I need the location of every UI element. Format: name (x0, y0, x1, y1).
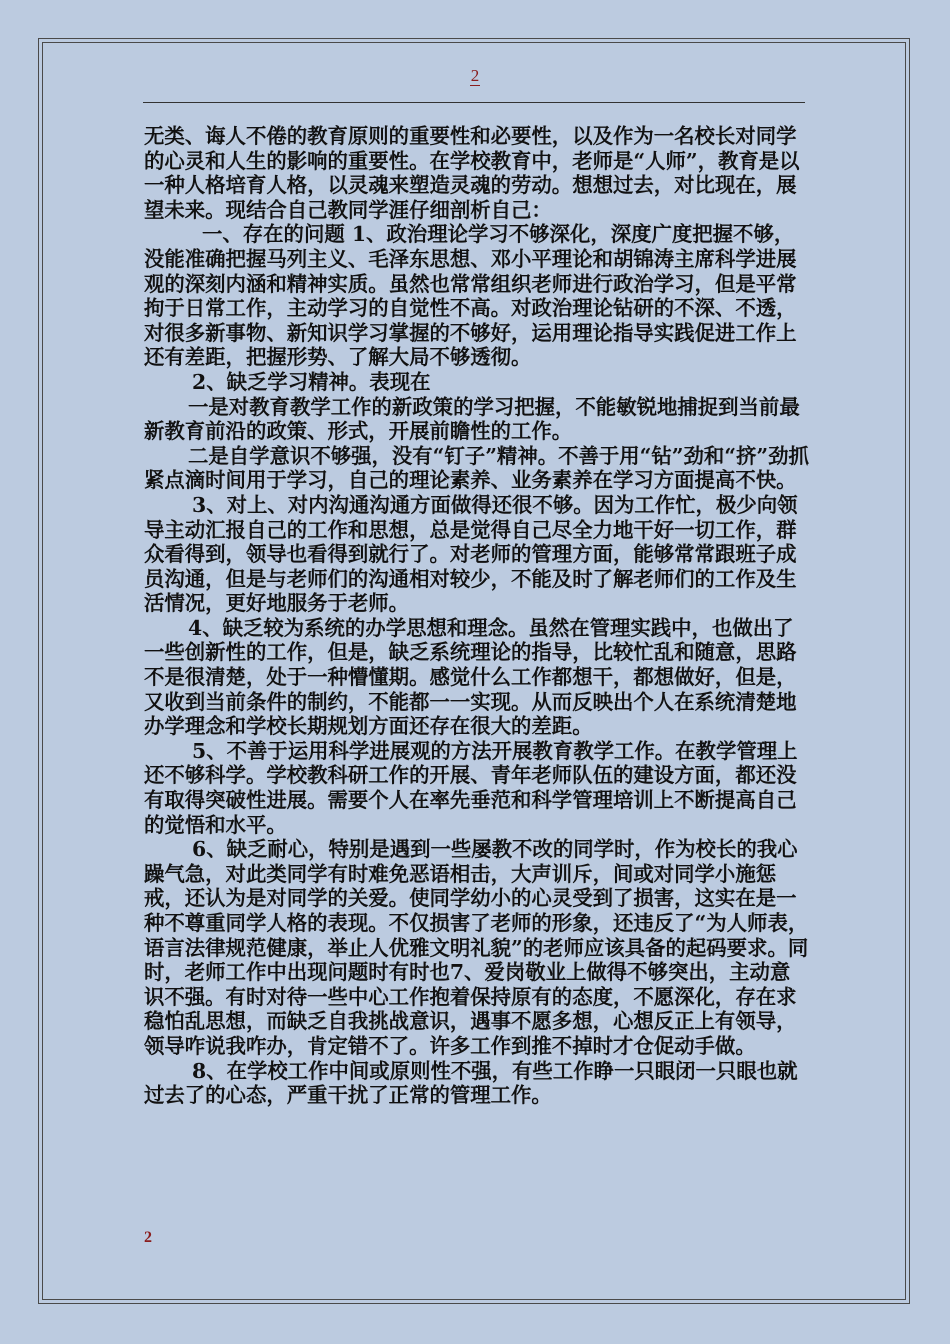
body-paragraph: 8、在学校工作中间或原则性不强，有些工作睁一只眼闭一只眼也就过去了的心态，严重干扰了正常的管理工作。 (144, 1058, 798, 1108)
body-paragraph: 3、对上、对内沟通沟通方面做得还很不够。因为工作忙，极少向领导主动汇报自己的工作和思想，总是觉得自己尽全力地干好一切工作，群众看得到，领导也看得到就行了。对老师的管理方面，能够常常跟班子成员沟通，但是与老师们的沟通相对较少，不能及时了解老师们的工作及生活情况，更好地服务于老师。 (144, 492, 798, 616)
body-paragraph: 一、存在的问题 1、政治理论学习不够深化，深度广度把握不够，没能准确把握马列主义、毛泽东思想、邓小平理论和胡锦涛主席科学进展观的深刻内涵和精神实质。虽然也常常组织老师进行政治学习，但是平常拘于日常工作，主动学习的自觉性不高。对政治理论钻研的不深、不透，对很多新事物、新知识学习掌握的不够好，运用理论指导实践促进工作上还有差距，把握形势、了解大局不够透彻。 (144, 222, 797, 370)
document-body (144, 124, 810, 1108)
body-paragraph: 2、缺乏学习精神。表现在 (192, 369, 431, 394)
body-paragraph: 6、缺乏耐心，特别是遇到一些屡教不改的同学时，作为校长的我心躁气急，对此类同学有时难免恶语相击，大声训斥，间或对同学小施惩戒，还认为是对同学的关爱。使同学幼小的心灵受到了损害，这实在是一种不尊重同学人格的表现。不仅损害了老师的形象，还违反了“为人师表，语言法律规范健康，举止人优雅文明礼貌”的老师应该具备的起码要求。同时，老师工作中出现问题时有时也7、爱岗敬业上做得不够突出，主动意识不强。有时对待一些中心工作抱着保持原有的态度，不愿深化，存在求稳怕乱思想，而缺乏自我挑战意识，遇事不愿多想，心想反正上有领导，领导咋说我咋办，肯定错不了。许多工作到推不掉时才仓促动手做。 (144, 837, 809, 1058)
body-paragraph: 无类、诲人不倦的教育原则的重要性和必要性，以及作为一名校长对同学的心灵和人生的影响的重要性。在学校教育中，老师是“人师”，教育是以一种人格培育人格，以灵魂来塑造灵魂的劳动。想想过去，对比现在，展望未来。现结合自己教同学涯仔细剖析自己： (144, 124, 800, 222)
footer-page-number: 2 (144, 1229, 152, 1246)
page-header (0, 66, 950, 86)
body-paragraph: 4、缺乏较为系统的办学思想和理念。虽然在管理实践中，也做出了一些创新性的工作，但是，缺乏系统理论的指导，比较忙乱和随意，思路不是很清楚，处于一种懵懂期。感觉什么工作都想干，都想做好，但是，又收到当前条件的制约，不能都一一实现。从而反映出个人在系统清楚地办学理念和学校长期规划方面还存在很大的差距。 (144, 615, 797, 739)
body-paragraph: 二是自学意识不够强，没有“钉子”精神。不善于用“钻”劲和“挤”劲抓紧点滴时间用于学习，自己的理论素养、业务素养在学习方面提高不快。 (144, 443, 809, 493)
header-divider (143, 102, 805, 103)
body-paragraph: 一是对教育教学工作的新政策的学习把握，不能敏锐地捕捉到当前最新教育前沿的政策、形式，开展前瞻性的工作。 (144, 394, 800, 444)
header-page-number: 2 (470, 66, 480, 85)
body-paragraph: 5、不善于运用科学进展观的方法开展教育教学工作。在教学管理上还不够科学。学校教科研工作的开展、青年老师队伍的建设方面，都还没有取得突破性进展。需要个人在率先垂范和科学管理培训上不断提高自己的觉悟和水平。 (144, 738, 798, 837)
